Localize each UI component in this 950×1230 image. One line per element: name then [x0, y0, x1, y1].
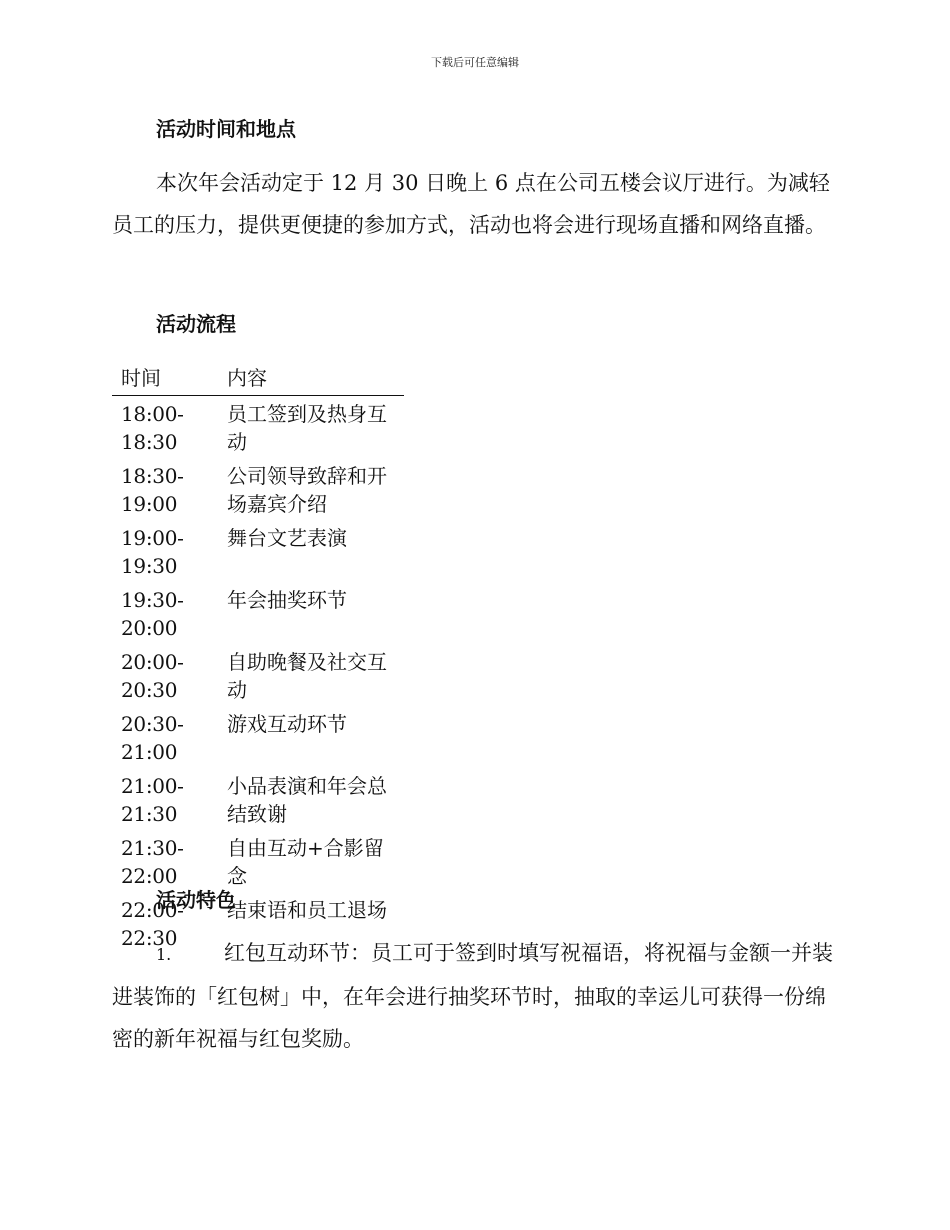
feature-list-item — [112, 932, 842, 1060]
row-content: 小品表演和年会总结致谢 — [227, 774, 387, 826]
row-content: 舞台文艺表演 — [227, 526, 347, 550]
section-heading-time-place: 活动时间和地点 — [156, 117, 296, 141]
schedule-table — [112, 362, 404, 954]
schedule-table-header — [112, 362, 404, 396]
row-time: 18:00-18:30 — [121, 402, 184, 454]
row-content: 游戏互动环节 — [227, 712, 347, 736]
row-time: 20:30-21:00 — [121, 712, 184, 764]
row-time: 19:30-20:00 — [121, 588, 184, 640]
table-row — [112, 520, 404, 582]
header-content: 内容 — [227, 366, 267, 390]
row-time: 22:00-22:30 — [121, 898, 184, 950]
time-place-text: 本次年会活动定于 12 月 30 日晚上 6 点在公司五楼会议厅进行。为减轻员工的压力，提供更便捷的参加方式，活动也将会进行现场直播和网络直播。 — [112, 171, 830, 237]
row-content: 员工签到及热身互动 — [227, 402, 387, 454]
row-time: 20:00-20:30 — [121, 650, 184, 702]
row-time: 18:30-19:00 — [121, 464, 184, 516]
table-row — [112, 582, 404, 644]
row-content: 年会抽奖环节 — [227, 588, 347, 612]
table-row — [112, 768, 404, 830]
row-content: 自助晚餐及社交互动 — [227, 650, 387, 702]
row-content: 自由互动+合影留念 — [227, 836, 384, 888]
feature-text: 红包互动环节：员工可于签到时填写祝福语，将祝福与金额一并装进装饰的「红包树」中，在年会进行抽奖环节时，抽取的幸运儿可获得一份绵密的新年祝福与红包奖励。 — [112, 941, 833, 1051]
table-row — [112, 830, 404, 892]
section-heading-features: 活动特色 — [156, 888, 236, 912]
row-content: 结束语和员工退场 — [227, 898, 387, 922]
list-number: 1. — [156, 945, 172, 964]
table-row — [112, 706, 404, 768]
page-header-note: 下载后可任意编辑 — [431, 56, 519, 69]
row-content: 公司领导致辞和开场嘉宾介绍 — [227, 464, 387, 516]
row-time: 19:00-19:30 — [121, 526, 184, 578]
header-time: 时间 — [121, 366, 161, 390]
table-row — [112, 458, 404, 520]
row-time: 21:30-22:00 — [121, 836, 184, 888]
table-row — [112, 644, 404, 706]
table-row — [112, 396, 404, 458]
section-heading-schedule: 活动流程 — [156, 312, 236, 336]
row-time: 21:00-21:30 — [121, 774, 184, 826]
time-place-paragraph — [112, 162, 842, 246]
